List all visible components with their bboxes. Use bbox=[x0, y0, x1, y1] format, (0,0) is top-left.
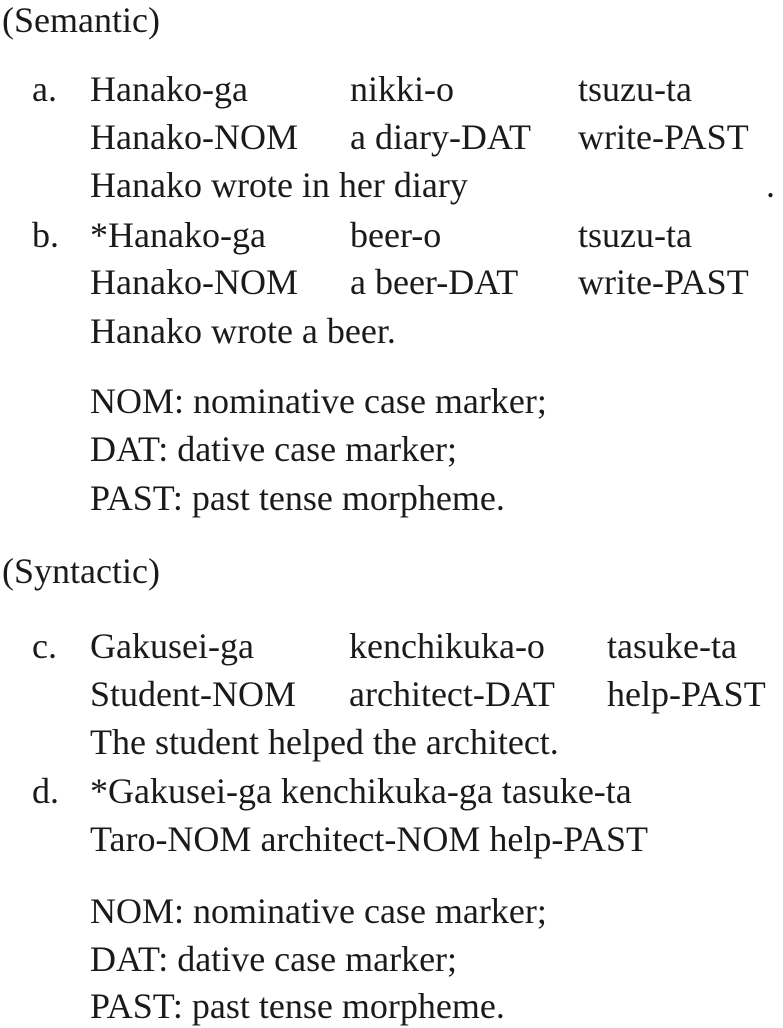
example-b-translation: Hanako wrote a beer. bbox=[90, 311, 396, 351]
example-c-word-1: Gakusei-ga bbox=[90, 626, 254, 666]
example-b-gloss-2: a beer-DAT bbox=[350, 262, 519, 302]
abbreviation-nom: NOM: nominative case marker; bbox=[90, 381, 547, 421]
example-a-word-3: tsuzu-ta bbox=[578, 69, 692, 109]
example-a-gloss-3: write-PAST bbox=[578, 117, 749, 157]
example-a-word-2: nikki-o bbox=[350, 69, 454, 109]
abbreviation-past: PAST: past tense morpheme. bbox=[90, 986, 505, 1026]
example-b-word-1: *Hanako-ga bbox=[90, 215, 266, 255]
example-b-word-3: tsuzu-ta bbox=[578, 215, 692, 255]
abbreviation-nom: NOM: nominative case marker; bbox=[90, 891, 547, 931]
example-c-gloss-3: help-PAST bbox=[607, 674, 766, 714]
section-heading-semantic: (Semantic) bbox=[2, 0, 160, 40]
example-letter-a: a. bbox=[32, 69, 57, 109]
example-c-translation: The student helped the architect. bbox=[90, 722, 559, 762]
abbreviation-dat: DAT: dative case marker; bbox=[90, 939, 458, 979]
example-a-gloss-2: a diary-DAT bbox=[350, 117, 531, 157]
example-d-gloss: Taro-NOM architect-NOM help-PAST bbox=[90, 819, 649, 859]
example-letter-d: d. bbox=[32, 771, 59, 811]
example-c-gloss-1: Student-NOM bbox=[90, 674, 296, 714]
example-c-gloss-2: architect-DAT bbox=[349, 674, 555, 714]
example-c-word-2: kenchikuka-o bbox=[349, 626, 545, 666]
example-c-word-3: tasuke-ta bbox=[607, 626, 737, 666]
example-a-gloss-1: Hanako-NOM bbox=[90, 117, 298, 157]
example-letter-b: b. bbox=[32, 215, 59, 255]
example-a-word-1: Hanako-ga bbox=[90, 69, 248, 109]
abbreviation-past: PAST: past tense morpheme. bbox=[90, 478, 505, 518]
example-d-sentence: *Gakusei-ga kenchikuka-ga tasuke-ta bbox=[90, 771, 632, 811]
example-letter-c: c. bbox=[32, 626, 57, 666]
example-b-word-2: beer-o bbox=[350, 215, 442, 255]
example-a-translation: Hanako wrote in her diary bbox=[90, 165, 468, 205]
abbreviation-dat: DAT: dative case marker; bbox=[90, 429, 458, 469]
section-heading-syntactic: (Syntactic) bbox=[2, 551, 160, 591]
example-a-trailing-period: . bbox=[766, 165, 775, 205]
example-b-gloss-1: Hanako-NOM bbox=[90, 262, 298, 302]
example-b-gloss-3: write-PAST bbox=[578, 262, 749, 302]
